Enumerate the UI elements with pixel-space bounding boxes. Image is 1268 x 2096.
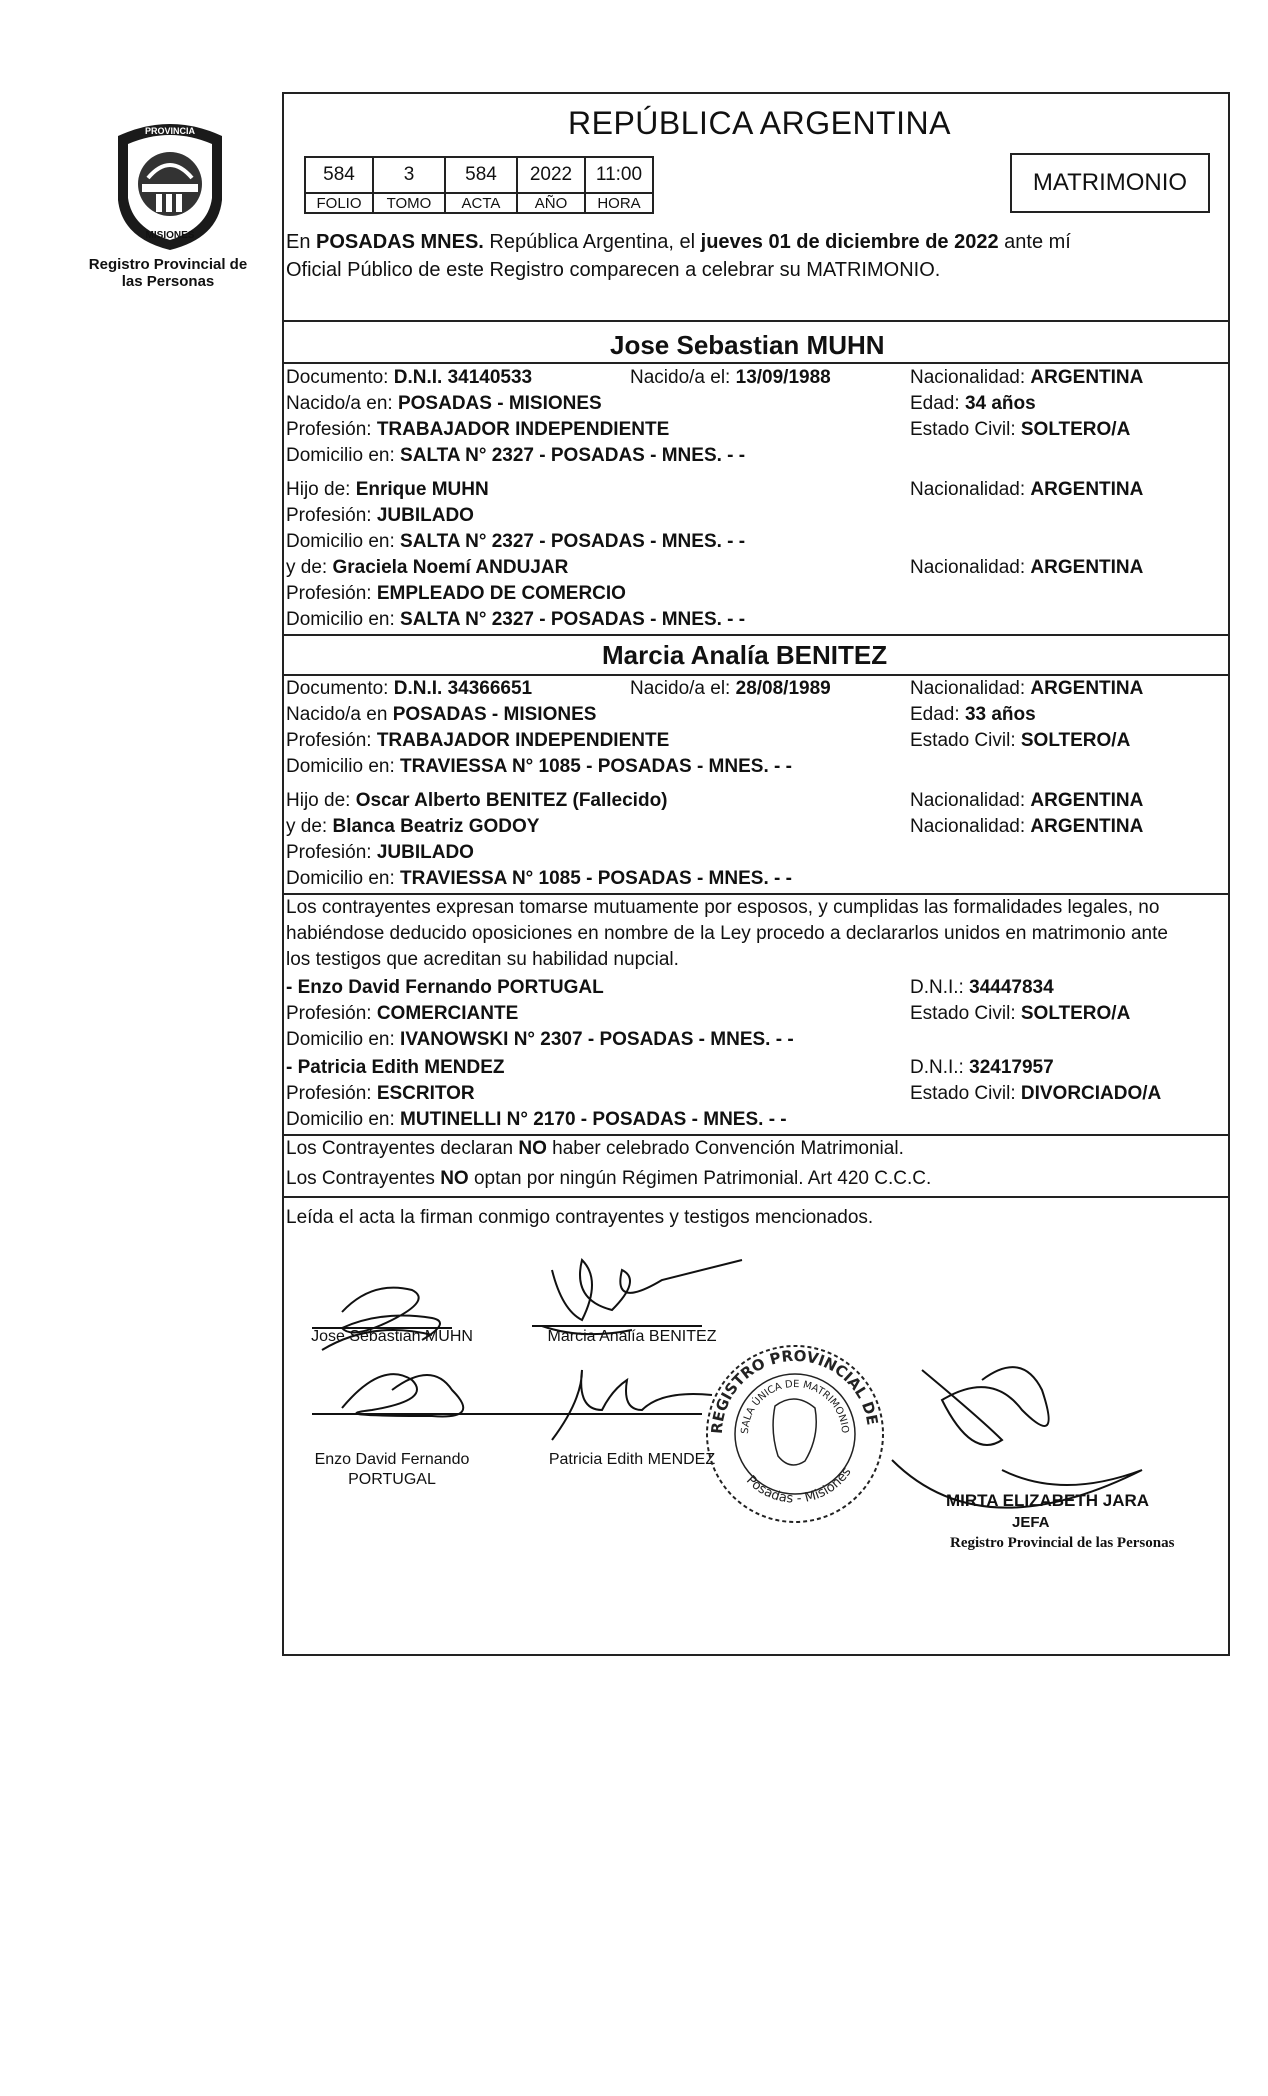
spouse2-mother-profesion bbox=[286, 842, 474, 864]
field-label: Profesión: bbox=[286, 842, 377, 863]
ano-value: 2022 bbox=[517, 157, 585, 193]
spouse1-domicilio bbox=[286, 445, 745, 467]
signature-label-witness1-line2: PORTUGAL bbox=[348, 1471, 436, 1488]
field-value: SOLTERO/A bbox=[1020, 419, 1131, 440]
field-value: IVANOWSKI N° 2307 - POSADAS - MNES. - - bbox=[400, 1029, 794, 1050]
field-value: POSADAS - MISIONES bbox=[397, 393, 602, 414]
seal-bottom-text bbox=[743, 1465, 855, 1507]
spouse1-name: Jose Sebastian MUHN bbox=[610, 330, 885, 360]
field-value: 28/08/1989 bbox=[735, 678, 831, 699]
field-value: DIVORCIADO/A bbox=[1020, 1083, 1162, 1104]
field-label: Profesión: bbox=[286, 505, 377, 526]
spouse1-father-profesion bbox=[286, 505, 474, 527]
field-value: Oscar Alberto BENITEZ (Fallecido) bbox=[355, 790, 668, 811]
field-label: Nacionalidad: bbox=[910, 479, 1031, 500]
divider bbox=[282, 1196, 1230, 1198]
regime-text: haber celebrado Convención Matrimonial. bbox=[546, 1138, 904, 1159]
closing-text: Leída el acta la firman conmigo contrayentes y testigos mencionados. bbox=[286, 1207, 874, 1228]
spouse2-profesion bbox=[286, 730, 669, 752]
spouse1-nacido-el bbox=[630, 367, 831, 389]
field-label: y de: bbox=[286, 557, 333, 578]
seal-inner-path: SALA ÚNICA DE MATRIMONIO bbox=[739, 1378, 851, 1435]
intro-date: jueves 01 de diciembre de 2022 bbox=[700, 231, 999, 253]
signature-label-spouse1: Jose Sebastian MUHN bbox=[311, 1328, 473, 1345]
spouse1-documento bbox=[286, 367, 532, 389]
intro-text: República Argentina, el bbox=[483, 231, 701, 253]
spouse2-mother-domicilio bbox=[286, 868, 792, 890]
regime-text: Los Contrayentes bbox=[286, 1168, 441, 1189]
spouse2-nacionalidad bbox=[910, 678, 1143, 700]
field-label: Nacionalidad: bbox=[910, 816, 1031, 837]
field-label: Nacionalidad: bbox=[910, 678, 1031, 699]
field-value: TRABAJADOR INDEPENDIENTE bbox=[376, 730, 670, 751]
spouse2-name: Marcia Analía BENITEZ bbox=[602, 640, 888, 670]
spouse1-mother-domicilio bbox=[286, 609, 745, 631]
field-label: D.N.I.: bbox=[910, 1057, 970, 1078]
intro-line-2: Oficial Público de este Registro comparecen a celebrar su MATRIMONIO. bbox=[286, 259, 941, 281]
field-label: Domicilio en: bbox=[286, 1109, 401, 1130]
official-name: MIRTA ELIZABETH JARA bbox=[946, 1491, 1150, 1510]
country-title: REPÚBLICA ARGENTINA bbox=[568, 105, 951, 141]
field-value: TRABAJADOR INDEPENDIENTE bbox=[376, 419, 670, 440]
field-value: 34 años bbox=[964, 393, 1036, 414]
acta-label: ACTA bbox=[445, 193, 517, 213]
spouse2-mother-nacionalidad bbox=[910, 816, 1143, 838]
spouse1-father bbox=[286, 479, 489, 501]
intro-city: POSADAS MNES. bbox=[316, 231, 484, 253]
signature-label-witness2: Patricia Edith MENDEZ bbox=[548, 1451, 716, 1468]
field-value: ESCRITOR bbox=[376, 1083, 475, 1104]
field-label: Nacido/a el: bbox=[630, 678, 736, 699]
spouse1-profesion bbox=[286, 419, 669, 441]
logo-lettering-bottom: MISIONES bbox=[145, 230, 195, 241]
official-seal bbox=[700, 1336, 890, 1532]
declaration-line-1: Los contrayentes expresan tomarse mutuamente por esposos, y cumplidas las formalidades legales, no bbox=[286, 897, 1160, 918]
witness1-profesion bbox=[286, 1003, 518, 1025]
field-value: JUBILADO bbox=[376, 505, 474, 526]
regime-line-2 bbox=[286, 1168, 931, 1190]
spouse1-nacionalidad bbox=[910, 367, 1143, 389]
field-label: Domicilio en: bbox=[286, 445, 401, 466]
field-value: Graciela Noemí ANDUJAR bbox=[332, 557, 569, 578]
divider bbox=[282, 1134, 1230, 1136]
spouse1-estado-civil bbox=[910, 419, 1130, 441]
field-label: D.N.I.: bbox=[910, 977, 970, 998]
field-value: TRAVIESSA N° 1085 - POSADAS - MNES. - - bbox=[400, 868, 792, 889]
spouse2-domicilio bbox=[286, 756, 792, 778]
spouse1-father-nacionalidad bbox=[910, 479, 1143, 501]
ano-label: AÑO bbox=[517, 193, 585, 213]
official-office: Registro Provincial de las Personas bbox=[950, 1535, 1175, 1551]
field-value: 33 años bbox=[964, 704, 1036, 725]
record-type-box: MATRIMONIO bbox=[1010, 153, 1210, 213]
field-value: Blanca Beatriz GODOY bbox=[332, 816, 540, 837]
logo-lettering-top: PROVINCIA DE bbox=[144, 126, 195, 146]
field-value: SOLTERO/A bbox=[1020, 1003, 1131, 1024]
spouse2-estado-civil bbox=[910, 730, 1130, 752]
witness1-name: - Enzo David Fernando PORTUGAL bbox=[286, 977, 604, 998]
spouse1-father-domicilio bbox=[286, 531, 745, 553]
regime-text: Los Contrayentes declaran bbox=[286, 1138, 519, 1159]
field-label: Domicilio en: bbox=[286, 609, 401, 630]
field-value: ARGENTINA bbox=[1030, 479, 1144, 500]
field-value: 32417957 bbox=[969, 1057, 1054, 1078]
field-label: Hijo de: bbox=[286, 479, 356, 500]
field-label: Documento: bbox=[286, 367, 394, 388]
witness2-dni bbox=[910, 1057, 1054, 1079]
regime-line-1 bbox=[286, 1138, 904, 1160]
field-label: Edad: bbox=[910, 393, 965, 414]
field-value: ARGENTINA bbox=[1030, 557, 1144, 578]
tomo-label: TOMO bbox=[373, 193, 445, 213]
field-label: Edad: bbox=[910, 704, 965, 725]
tomo-value: 3 bbox=[373, 157, 445, 193]
field-value: SALTA N° 2327 - POSADAS - MNES. - - bbox=[400, 531, 746, 552]
divider bbox=[282, 320, 1230, 322]
spouse1-mother bbox=[286, 557, 568, 579]
field-label: Documento: bbox=[286, 678, 394, 699]
field-label: y de: bbox=[286, 816, 333, 837]
signature-label-witness1-line1: Enzo David Fernando bbox=[314, 1451, 470, 1468]
field-value: D.N.I. 34140533 bbox=[393, 367, 533, 388]
seal-outer-path: REGISTRO PROVINCIAL DE bbox=[707, 1346, 882, 1435]
seal-bottom-path: Posadas - Misiones bbox=[743, 1464, 855, 1507]
intro-line-1 bbox=[286, 231, 1071, 253]
spouse2-documento bbox=[286, 678, 532, 700]
field-label: Nacionalidad: bbox=[910, 557, 1031, 578]
spouse2-mother bbox=[286, 816, 539, 838]
field-label: Profesión: bbox=[286, 419, 377, 440]
field-value: SOLTERO/A bbox=[1020, 730, 1131, 751]
field-value: ARGENTINA bbox=[1030, 678, 1144, 699]
field-value: TRAVIESSA N° 1085 - POSADAS - MNES. - - bbox=[400, 756, 792, 777]
hora-value: 11:00 bbox=[585, 157, 653, 193]
field-label: Profesión: bbox=[286, 730, 377, 751]
field-value: JUBILADO bbox=[376, 842, 474, 863]
field-label: Domicilio en: bbox=[286, 756, 401, 777]
field-label: Domicilio en: bbox=[286, 868, 401, 889]
witness1-domicilio bbox=[286, 1029, 794, 1051]
acta-value: 584 bbox=[445, 157, 517, 193]
hora-label: HORA bbox=[585, 193, 653, 213]
field-label: Nacido/a en bbox=[286, 704, 393, 725]
spouse1-edad bbox=[910, 393, 1036, 415]
field-label: Nacido/a el: bbox=[630, 367, 736, 388]
spouse2-nacido-en bbox=[286, 704, 596, 726]
field-label: Estado Civil: bbox=[910, 1003, 1021, 1024]
field-label: Estado Civil: bbox=[910, 730, 1021, 751]
field-label: Estado Civil: bbox=[910, 1083, 1021, 1104]
field-value: SALTA N° 2327 - POSADAS - MNES. - - bbox=[400, 445, 746, 466]
spouse2-father-nacionalidad bbox=[910, 790, 1143, 812]
spouse1-mother-nacionalidad bbox=[910, 557, 1143, 579]
divider bbox=[282, 674, 1230, 676]
witness2-profesion bbox=[286, 1083, 475, 1105]
field-label: Nacionalidad: bbox=[910, 367, 1031, 388]
field-value: D.N.I. 34366651 bbox=[393, 678, 533, 699]
record-numbers-table bbox=[304, 156, 654, 214]
official-role: JEFA bbox=[1012, 1514, 1050, 1531]
witness2-estado-civil bbox=[910, 1083, 1161, 1105]
field-label: Profesión: bbox=[286, 583, 377, 604]
field-label: Estado Civil: bbox=[910, 419, 1021, 440]
regime-no: NO bbox=[518, 1138, 547, 1159]
registry-logo bbox=[108, 118, 232, 254]
divider bbox=[282, 634, 1230, 636]
field-value: SALTA N° 2327 - POSADAS - MNES. - - bbox=[400, 609, 746, 630]
declaration-line-3: los testigos que acreditan su habilidad nupcial. bbox=[286, 949, 679, 970]
field-label: Nacido/a en: bbox=[286, 393, 398, 414]
field-label: Profesión: bbox=[286, 1003, 377, 1024]
signature-label-spouse2: Marcia Analía BENITEZ bbox=[547, 1328, 717, 1345]
field-value: 13/09/1988 bbox=[735, 367, 831, 388]
spouse1-mother-profesion bbox=[286, 583, 626, 605]
spouse2-father bbox=[286, 790, 668, 812]
spouse1-nacido-en bbox=[286, 393, 602, 415]
logo-caption: Registro Provincial de las Personas bbox=[88, 256, 248, 290]
folio-label: FOLIO bbox=[305, 193, 373, 213]
field-value: ARGENTINA bbox=[1030, 367, 1144, 388]
field-value: POSADAS - MISIONES bbox=[392, 704, 597, 725]
field-label: Profesión: bbox=[286, 1083, 377, 1104]
spouse2-nacido-el bbox=[630, 678, 831, 700]
field-value: ARGENTINA bbox=[1030, 816, 1144, 837]
witness2-name: - Patricia Edith MENDEZ bbox=[286, 1057, 505, 1078]
field-value: Enrique MUHN bbox=[355, 479, 489, 500]
field-value: COMERCIANTE bbox=[376, 1003, 519, 1024]
witness1-dni bbox=[910, 977, 1054, 999]
divider bbox=[282, 893, 1230, 895]
spouse2-edad bbox=[910, 704, 1036, 726]
witness2-domicilio bbox=[286, 1109, 787, 1131]
intro-text: ante mí bbox=[998, 231, 1071, 253]
regime-no: NO bbox=[440, 1168, 469, 1189]
witness1-estado-civil bbox=[910, 1003, 1130, 1025]
field-label: Domicilio en: bbox=[286, 531, 401, 552]
field-label: Nacionalidad: bbox=[910, 790, 1031, 811]
regime-text: optan por ningún Régimen Patrimonial. Art 420 C.C.C. bbox=[468, 1168, 932, 1189]
declaration-line-2: habiéndose deducido oposiciones en nombre de la Ley procedo a declararlos unidos en matrimonio ante bbox=[286, 923, 1168, 944]
field-label: Hijo de: bbox=[286, 790, 356, 811]
intro-text: En bbox=[286, 231, 317, 253]
field-value: MUTINELLI N° 2170 - POSADAS - MNES. - - bbox=[400, 1109, 787, 1130]
field-label: Domicilio en: bbox=[286, 1029, 401, 1050]
divider bbox=[282, 362, 1230, 364]
field-value: EMPLEADO DE COMERCIO bbox=[376, 583, 626, 604]
field-value: 34447834 bbox=[969, 977, 1054, 998]
folio-value: 584 bbox=[305, 157, 373, 193]
field-value: ARGENTINA bbox=[1030, 790, 1144, 811]
